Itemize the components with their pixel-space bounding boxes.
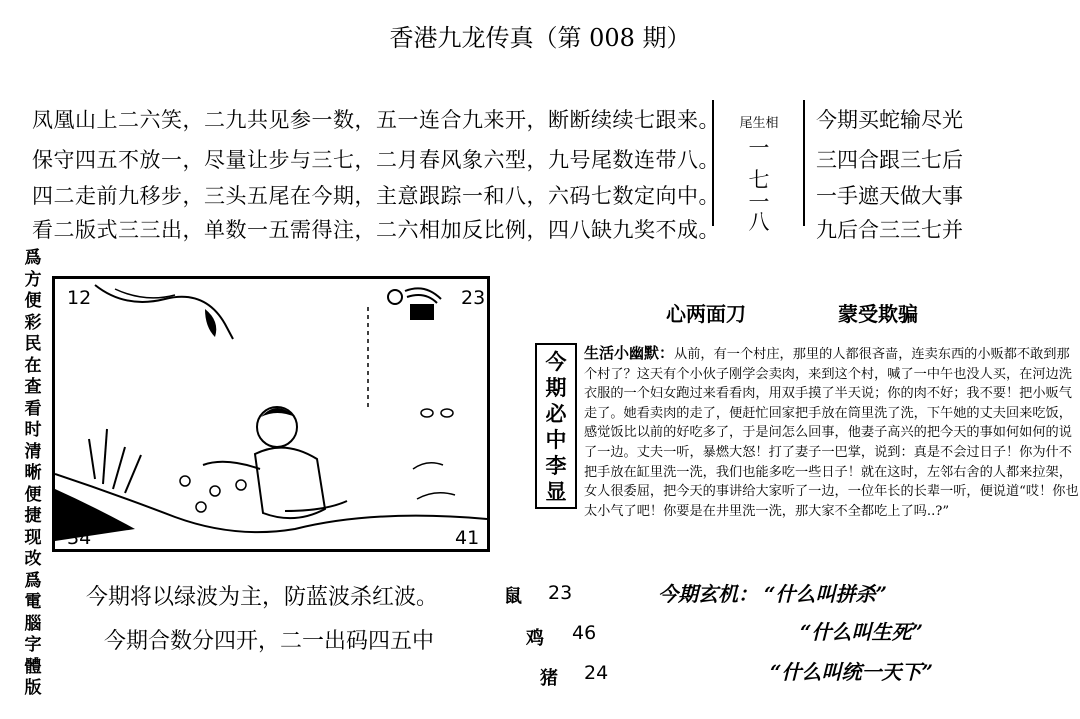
subtitle-right: 蒙受欺骗 <box>838 302 918 326</box>
picture-number-top-left: 12 <box>67 287 92 309</box>
zodiac-number: 23 <box>548 582 573 604</box>
zodiac-animal: 猪 <box>540 668 558 689</box>
number-box-digit: 八 <box>748 210 770 234</box>
xuanji-line: “什么叫拼杀” <box>764 582 888 606</box>
number-box <box>712 100 806 236</box>
poem-line-2: 保守四五不放一，尽量让步与三七，二月春风象六型，九号尾数连带八。 <box>32 148 720 172</box>
poem-line-3: 四二走前九移步，三头五尾在今期，主意跟踪一和八，六码七数定向中。 <box>32 184 720 208</box>
picture-number-bottom-right: 41 <box>455 527 480 549</box>
number-box-label: 尾生相 <box>739 116 779 131</box>
page-title: 香港九龙传真（第 008 期） <box>389 24 691 52</box>
xuanji-line: “什么叫生死” <box>800 620 924 644</box>
picture-number-top-right: 23 <box>461 287 486 309</box>
number-box-digit: 一 <box>748 136 770 160</box>
rhyme-line-3: 一手遮天做大事 <box>816 184 963 208</box>
xuanji-label: 今期玄机： <box>658 582 758 606</box>
illustration-frame <box>52 276 490 552</box>
rhyme-line-2: 三四合跟三七后 <box>816 148 963 172</box>
picture-number-bottom-left: 34 <box>67 527 92 549</box>
rhyme-line-4: 九后合三三七并 <box>816 218 963 242</box>
number-box-digit: 七 <box>748 168 770 192</box>
bottom-line-2: 今期合数分四开，二一出码四五中 <box>104 629 435 654</box>
xuanji-line: “什么叫统一天下” <box>770 660 934 684</box>
vertical-box <box>535 343 577 509</box>
story-body: 从前，有一个村庄，那里的人都很吝啬，连卖东西的小贩都不敢到那个村了？这天有个小伙子刚学会卖肉，来到这个村，喊了一中午也没人买，在河边洗衣服的一个妇女跑过来看看肉，用双手摸了半天说；你的肉不好；我不要！把小贩气走了。她看卖肉的走了，便赶忙回家把手放在筒里洗了洗，下午她的丈夫回来吃饭，感觉饭比以前的好吃多了，于是问怎么回事，他妻子高兴的把今天的事如何如何的说了一边。丈夫一听，暴燃大怒！打了妻子一巴掌，说到：真是不会过日子！你为什不把手放在缸里洗一洗，我们也能多吃一些日子！就在这时，左邻右舍的人都来拉架，女人很委屈，把今天的事讲给大家听了一边，一位年长的长辈一听，便说道“哎！你也太小气了吧！你要是在井里洗一洗，那大家不全都吃上了吗..?” <box>584 347 1079 519</box>
zodiac-number: 24 <box>584 662 609 684</box>
zodiac-animal: 鸡 <box>526 628 544 649</box>
side-vertical-note: 爲方便彩民在查看时清晰便捷现改爲電腦字體版 <box>24 248 42 698</box>
bottom-line-1: 今期将以绿波为主，防蓝波杀红波。 <box>86 585 439 610</box>
story-text <box>584 344 1080 521</box>
rhyme-line-1: 今期买蛇输尽光 <box>816 108 963 132</box>
number-box-digit: 一 <box>748 190 770 214</box>
vertical-box-text: 今期必中李显 <box>545 349 567 504</box>
story-label: 生活小幽默： <box>584 344 675 362</box>
poem-line-4: 看二版式三三出，单数一五需得注，二六相加反比例，四八缺九奖不成。 <box>32 218 720 242</box>
boy-illustration <box>55 279 487 549</box>
zodiac-number: 46 <box>572 622 597 644</box>
subtitle-left: 心两面刀 <box>666 302 746 326</box>
poem-line-1: 凤凰山上二六笑，二九共见参一数，五一连合九来开，断断续续七跟来。 <box>32 108 720 132</box>
zodiac-animal: 鼠 <box>504 586 522 607</box>
